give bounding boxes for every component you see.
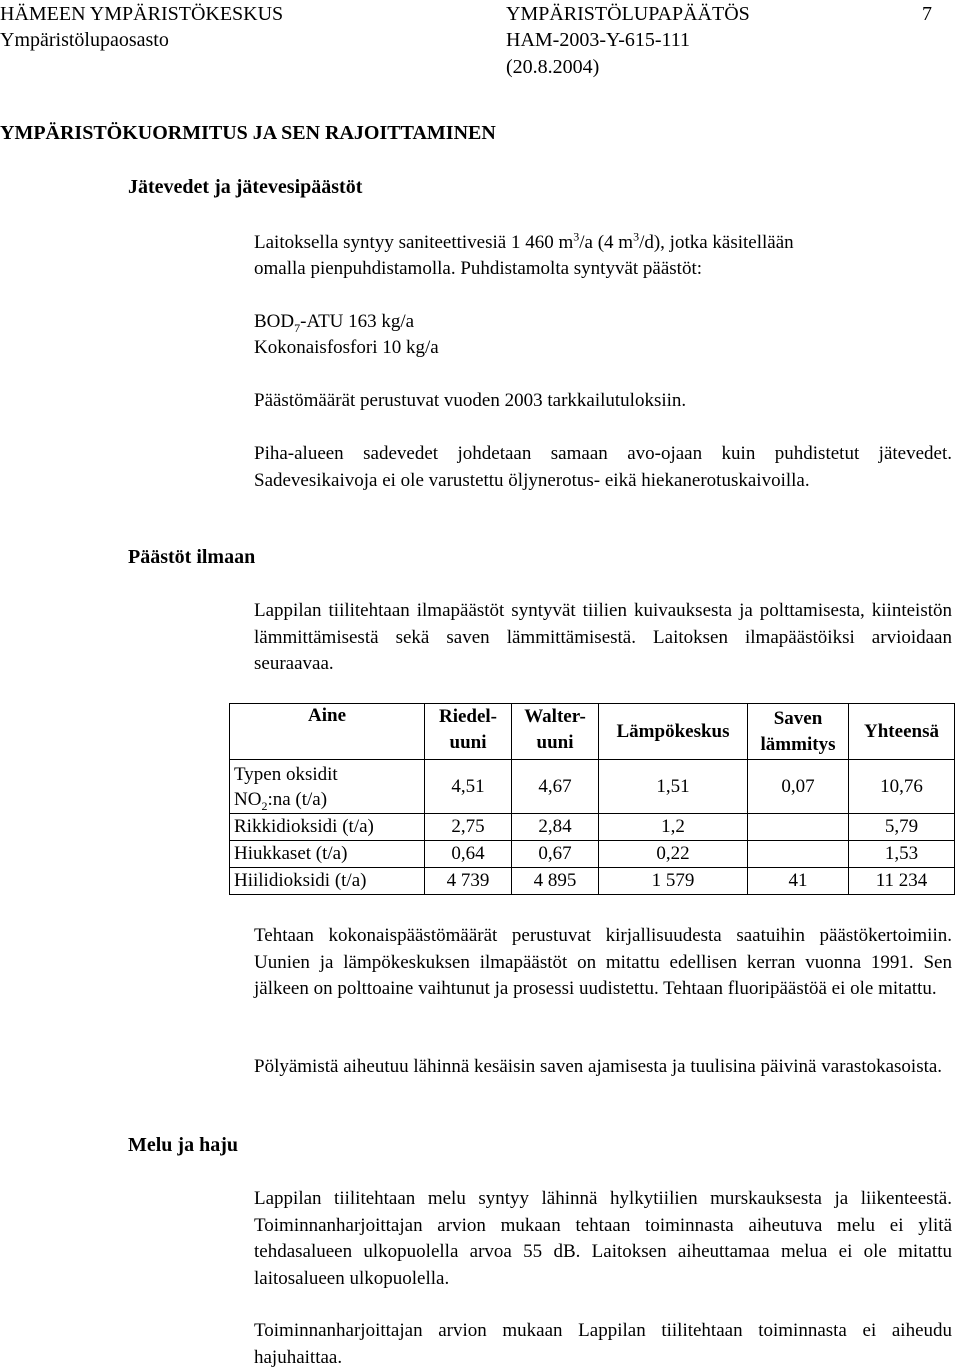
cell-value: 1,53 [849, 841, 955, 868]
row-label: Rikkidioksidi (t/a) [230, 814, 425, 841]
cell-value: 4 895 [512, 868, 599, 895]
row-label-nox: Typen oksidit $NO_2:na$ (t/a) [230, 760, 425, 814]
wastewater-line1: Laitoksella syntyy saniteettivesiä 1 460 $m^3/a$ (4 $m^3/d$), jotka käsitellään [254, 229, 794, 253]
emission-basis: Päästömäärät perustuvat vuoden 2003 tarkkailutuloksiin. [254, 390, 687, 411]
cell-value: 11 234 [849, 868, 955, 895]
header-date: (20.8.2004) [506, 56, 600, 78]
stormwater-paragraph: Piha-alueen sadevedet johdetaan samaan avo-ojaan kuin puhdistetut jätevedet. Sadevesikaivoja ei ole varustettu öljynerotus- eikä hiekanerotuskaivoilla. [254, 443, 952, 491]
header-doc-type: YMPÄRISTÖLUPAPÄÄTÖS [506, 3, 750, 25]
main-heading: YMPÄRISTÖKUORMITUS JA SEN RAJOITTAMINEN [0, 122, 496, 144]
cell-value: 1 579 [599, 868, 748, 895]
cell-value [748, 814, 849, 841]
col-header-clay-heating: Saven lämmitys [748, 704, 849, 760]
cell-value: 10,76 [849, 760, 955, 814]
wastewater-line2: omalla pienpuhdistamolla. Puhdistamolta syntyvät päästöt: [254, 258, 703, 279]
odour-paragraph: Toiminnanharjoittajan arvion mukaan Lappilan tiilitehtaan toiminnasta ei aiheudu hajuhaittaa. [254, 1320, 952, 1368]
table-row [230, 814, 955, 841]
emission-factors-paragraph: Tehtaan kokonaispäästömäärät perustuvat kirjallisuudesta saatuihin päästökertoimiin. Uunien ja lämpökeskuksen ilmapäästöt on mitattu edellisen kerran vuonna 1991. Sen jälkeen on polttoaine vaihtunut ja prosessi uudistettu. Tehtaan fluoripäästöä ei ole mitattu. [254, 925, 952, 999]
cell-value: 2,84 [512, 814, 599, 841]
col-header-heating-plant: Lämpökeskus [599, 704, 748, 760]
col-header-riedel: Riedel- uuni [425, 704, 512, 760]
noise-paragraph: Lappilan tiilitehtaan melu syntyy lähinnä hylkytiilien murskauksesta ja liikenteestä. Toiminnanharjoittajan arvion mukaan tehtaan toiminnasta aiheutuva melu ei ylitä tehdasalueen ulkopuolella arvoa 55 dB. Laitoksen aiheuttamaa melua ei ole mitattu laitosalueen ulkopuolella. [254, 1188, 952, 1289]
cell-value: 0,67 [512, 841, 599, 868]
header-unit: Ympäristölupaosasto [0, 29, 169, 51]
cell-value: 4,51 [425, 760, 512, 814]
side-heading-wastewater: Jätevedet ja jätevesipäästöt [128, 176, 363, 198]
table-row [230, 760, 955, 814]
cell-value: 5,79 [849, 814, 955, 841]
cell-value: 41 [748, 868, 849, 895]
col-header-substance: Aine [230, 704, 425, 760]
cell-value: 4,67 [512, 760, 599, 814]
air-intro-paragraph: Lappilan tiilitehtaan ilmapäästöt syntyvät tiilien kuivauksesta ja polttamisesta, kiinteistön lämmittämisestä sekä saven lämmittämisestä. Laitoksen ilmapäästöiksi arvioidaan seuraavaa. [254, 600, 952, 674]
cell-value: 2,75 [425, 814, 512, 841]
col-header-total: Yhteensä [849, 704, 955, 760]
col-header-walter: Walter- uuni [512, 704, 599, 760]
emissions-table [229, 703, 955, 895]
side-heading-air: Päästöt ilmaan [128, 546, 256, 568]
side-heading-noise: Melu ja haju [128, 1134, 238, 1156]
table-row [230, 868, 955, 895]
cell-value: 4 739 [425, 868, 512, 895]
page-number: 7 [922, 3, 932, 25]
cell-value: 0,22 [599, 841, 748, 868]
header-doc-id: HAM-2003-Y-615-111 [506, 29, 691, 51]
bod-value: $BOD_7$-ATU 163 kg/a [254, 311, 415, 335]
row-label: Hiilidioksidi (t/a) [230, 868, 425, 895]
dust-paragraph: Pölyämistä aiheutuu lähinnä kesäisin saven ajamisesta ja tuulisina päivinä varastokasoista. [254, 1056, 943, 1077]
cell-value: 0,64 [425, 841, 512, 868]
phosphorus-value: Kokonaisfosfori 10 kg/a [254, 337, 439, 358]
header-org: HÄMEEN YMPÄRISTÖKESKUS [0, 3, 284, 25]
cell-value: 1,51 [599, 760, 748, 814]
table-row [230, 841, 955, 868]
cell-value [748, 841, 849, 868]
cell-value: 0,07 [748, 760, 849, 814]
cell-value: 1,2 [599, 814, 748, 841]
row-label: Hiukkaset (t/a) [230, 841, 425, 868]
